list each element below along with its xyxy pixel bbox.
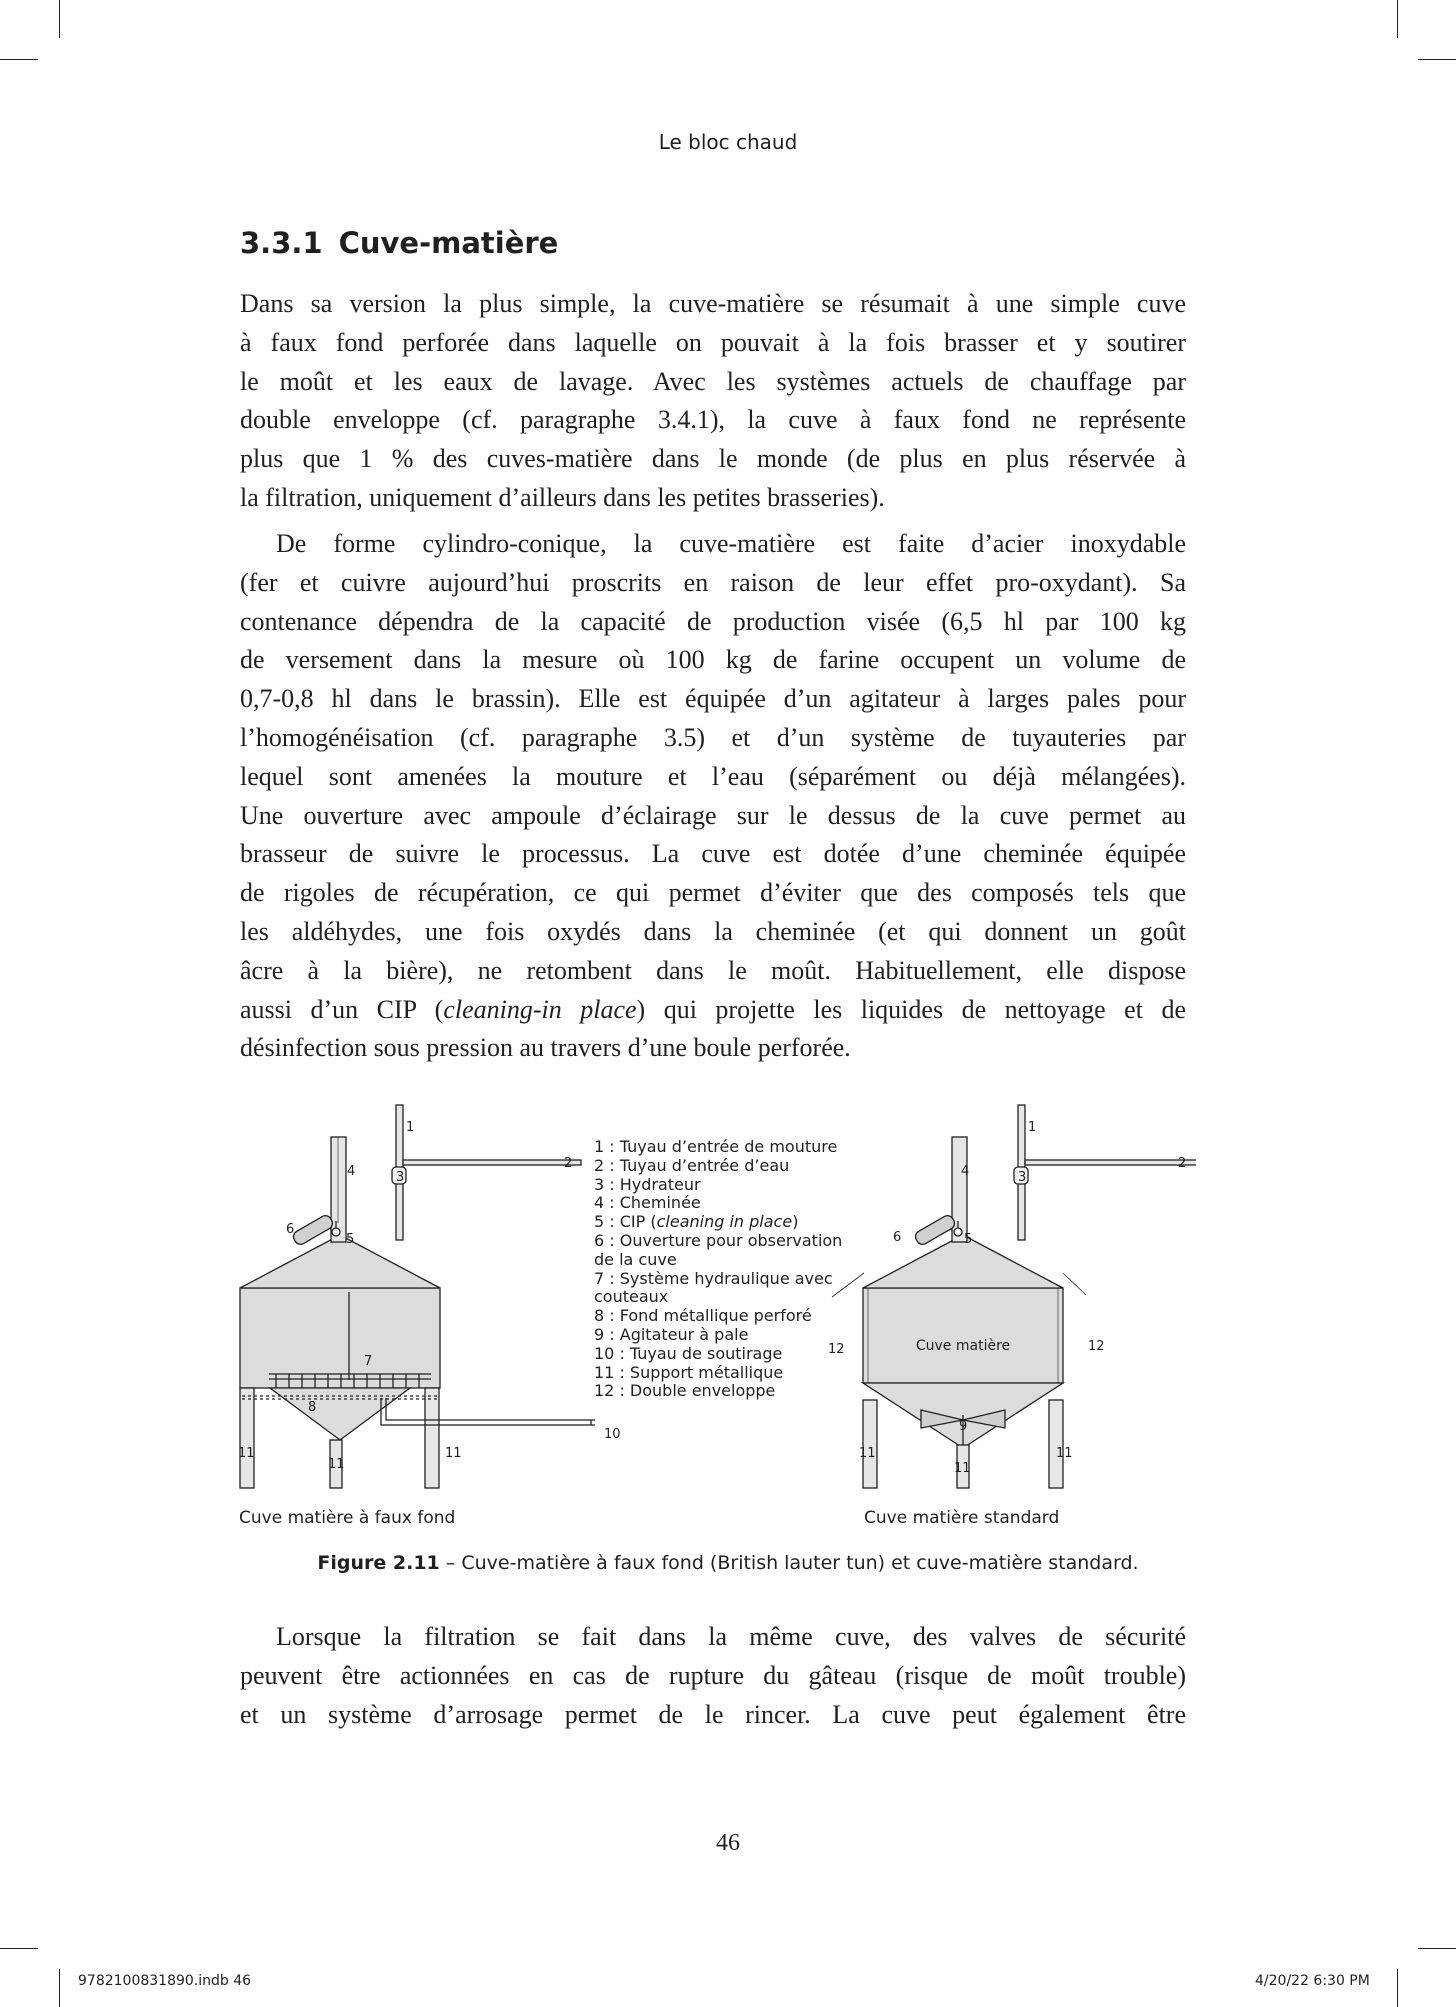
- section-number: 3.3.1: [240, 226, 323, 260]
- text-line: et un système d’arrosage permet de le rincer. La cuve peut également être: [240, 1699, 1186, 1729]
- callout-4: 4: [961, 1164, 970, 1179]
- text-line: les aldéhydes, une fois oxydés dans la cheminée (et qui donnent un goût: [240, 916, 1186, 946]
- legend-item: 6 : Ouverture pour observation: [594, 1230, 843, 1250]
- text-line: [240, 991, 1186, 1030]
- legend-item: couteaux: [594, 1287, 669, 1307]
- callout-1: 1: [406, 1120, 415, 1135]
- support-leg: [1049, 1400, 1063, 1488]
- cip-ball: [954, 1228, 962, 1236]
- support-leg: [425, 1388, 439, 1488]
- text-line: âcre à la bière), ne retombent dans le moût. Habituellement, elle dispose: [240, 955, 1186, 985]
- crop-mark: [59, 1969, 60, 2007]
- callout-8: 8: [308, 1400, 317, 1415]
- legend-item: 2 : Tuyau d’entrée d’eau: [594, 1155, 790, 1175]
- legend-item: 1 : Tuyau d’entrée de mouture: [594, 1137, 838, 1156]
- text-line: de versement dans la mesure où 100 kg de farine occupent un volume de: [240, 645, 1186, 675]
- callout-11: 11: [1056, 1446, 1073, 1461]
- callout-3: 3: [1018, 1170, 1027, 1185]
- legend-item: [594, 1213, 842, 1232]
- callout-3: 3: [396, 1170, 405, 1185]
- legend-item: de la cuve: [594, 1249, 677, 1269]
- text-line: Lorsque la filtration se fait dans la même cuve, des valves de sécurité: [276, 1622, 1186, 1651]
- figure-sublabel-right: Cuve matière standard: [864, 1508, 1060, 1528]
- callout-9: 9: [959, 1419, 968, 1434]
- legend-fragment: ): [792, 1212, 799, 1232]
- paragraph: [240, 1618, 1186, 1734]
- callout-11: 11: [328, 1457, 345, 1472]
- legend-item: 10 : Tuyau de soutirage: [594, 1343, 783, 1363]
- water-pipe: [1025, 1160, 1196, 1165]
- text-fragment: aussi d’un CIP (: [240, 994, 444, 1024]
- legend-fragment: 5 : CIP (: [594, 1212, 657, 1232]
- text-line: la filtration, uniquement d’ailleurs dans les petites brasseries).: [240, 482, 885, 512]
- crop-mark: [0, 59, 38, 60]
- tank-label: Cuve matière: [915, 1338, 1011, 1354]
- outlet-pipe: [381, 1398, 595, 1425]
- caption-prefix: Figure 2.11: [317, 1552, 440, 1574]
- figure-legend: [594, 1138, 842, 1401]
- tank-body: [863, 1288, 1063, 1383]
- callout-2: 2: [1178, 1156, 1187, 1171]
- text-line: Une ouverture avec ampoule d’éclairage sur le dessus de la cuve permet au: [240, 800, 1186, 830]
- page-number: 46: [716, 1830, 740, 1856]
- text-line: lequel sont amenées la mouture et l’eau (séparément ou déjà mélangées).: [240, 761, 1186, 791]
- legend-item: 7 : Système hydraulique avec: [594, 1268, 833, 1288]
- text-line: le moût et les eaux de lavage. Avec les systèmes actuels de chauffage par: [240, 366, 1186, 396]
- callout-11: 11: [859, 1446, 876, 1461]
- figure-caption: [0, 1552, 1456, 1574]
- text-line: l’homogénéisation (cf. paragraphe 3.5) et d’un système de tuyauteries par: [240, 722, 1186, 752]
- caption-text: – Cuve-matière à faux fond (British lauter tun) et cuve-matière standard.: [439, 1552, 1139, 1574]
- callout-11: 11: [238, 1446, 255, 1461]
- text-line: Dans sa version la plus simple, la cuve-matière se résumait à une simple cuve: [240, 289, 1186, 318]
- paragraph: [240, 285, 1186, 518]
- legend-item: 3 : Hydrateur: [594, 1174, 701, 1194]
- text-line: peuvent être actionnées en cas de rupture du gâteau (risque de moût trouble): [240, 1660, 1186, 1690]
- text-line: désinfection sous pression au travers d’une boule perforée.: [240, 1033, 851, 1063]
- crop-mark: [1397, 0, 1398, 38]
- legend-item: 11 : Support métallique: [594, 1362, 784, 1382]
- callout-11: 11: [954, 1461, 971, 1476]
- leader-line: [1063, 1273, 1086, 1295]
- text-line: De forme cylindro-conique, la cuve-matière est faite d’acier inoxydable: [276, 529, 1186, 558]
- callout-6: 6: [286, 1222, 295, 1237]
- text-line: contenance dépendra de la capacité de production visée (6,5 hl par 100 kg: [240, 606, 1186, 636]
- support-leg: [863, 1400, 877, 1488]
- figure-sublabel-left: Cuve matière à faux fond: [239, 1508, 456, 1528]
- callout-11: 11: [445, 1446, 462, 1461]
- callout-7: 7: [364, 1354, 373, 1369]
- paragraph: [240, 525, 1186, 1068]
- callout-1: 1: [1028, 1120, 1037, 1135]
- crop-mark: [59, 0, 60, 38]
- running-head: Le bloc chaud: [658, 130, 798, 154]
- callout-5: 5: [964, 1232, 973, 1247]
- section-title: Cuve-matière: [338, 226, 559, 260]
- tank-body: [240, 1288, 440, 1388]
- section-heading: [240, 226, 558, 260]
- footer-date-time: 4/20/22 6:30 PM: [1255, 1973, 1370, 1989]
- text-line: à faux fond perforée dans laquelle on pouvait à la fois brasser et y soutirer: [240, 327, 1186, 357]
- crop-mark: [0, 1948, 38, 1949]
- callout-12: 12: [1088, 1339, 1105, 1354]
- footer-file-name: 9782100831890.indb 46: [78, 1973, 252, 1989]
- outlet-pipe: [386, 1398, 595, 1420]
- text-line: brasseur de suivre le processus. La cuve est dotée d’une cheminée équipée: [240, 839, 1186, 869]
- crop-mark: [1418, 59, 1456, 60]
- text-line: 0,7-0,8 hl dans le brassin). Elle est équipée d’un agitateur à larges pales pour: [240, 684, 1186, 714]
- support-leg: [240, 1388, 254, 1488]
- legend-italic: cleaning in place: [656, 1212, 793, 1232]
- figure: [236, 1095, 1196, 1535]
- legend-item: 12 : Double enveloppe: [594, 1381, 776, 1401]
- legend-item: 4 : Cheminée: [594, 1193, 701, 1213]
- water-pipe: [403, 1160, 581, 1165]
- callout-10: 10: [604, 1427, 621, 1442]
- crop-mark: [1397, 1969, 1398, 2007]
- italic-term: cleaning-in place: [443, 994, 637, 1024]
- legend-item: 8 : Fond métallique perforé: [594, 1306, 812, 1326]
- callout-5: 5: [346, 1232, 355, 1247]
- chimney: [331, 1137, 346, 1242]
- crop-mark: [1418, 1948, 1456, 1949]
- text-line: (fer et cuivre aujourd’hui proscrits en raison de leur effet pro-oxydant). Sa: [240, 567, 1186, 597]
- legend-item: 9 : Agitateur à pale: [594, 1324, 749, 1344]
- callout-2: 2: [564, 1156, 573, 1171]
- cip-ball: [332, 1228, 340, 1236]
- text-line: double enveloppe (cf. paragraphe 3.4.1), la cuve à faux fond ne représente: [240, 405, 1186, 435]
- callout-12: 12: [828, 1342, 845, 1357]
- callout-4: 4: [347, 1164, 356, 1179]
- text-fragment: ) qui projette les liquides de nettoyage et de: [636, 994, 1186, 1024]
- tank-roof: [240, 1235, 440, 1288]
- text-line: de rigoles de récupération, ce qui permet d’éviter que des composés tels que: [240, 878, 1186, 908]
- text-line: plus que 1 % des cuves-matière dans le monde (de plus en plus réservée à: [240, 444, 1186, 474]
- callout-6: 6: [893, 1230, 902, 1245]
